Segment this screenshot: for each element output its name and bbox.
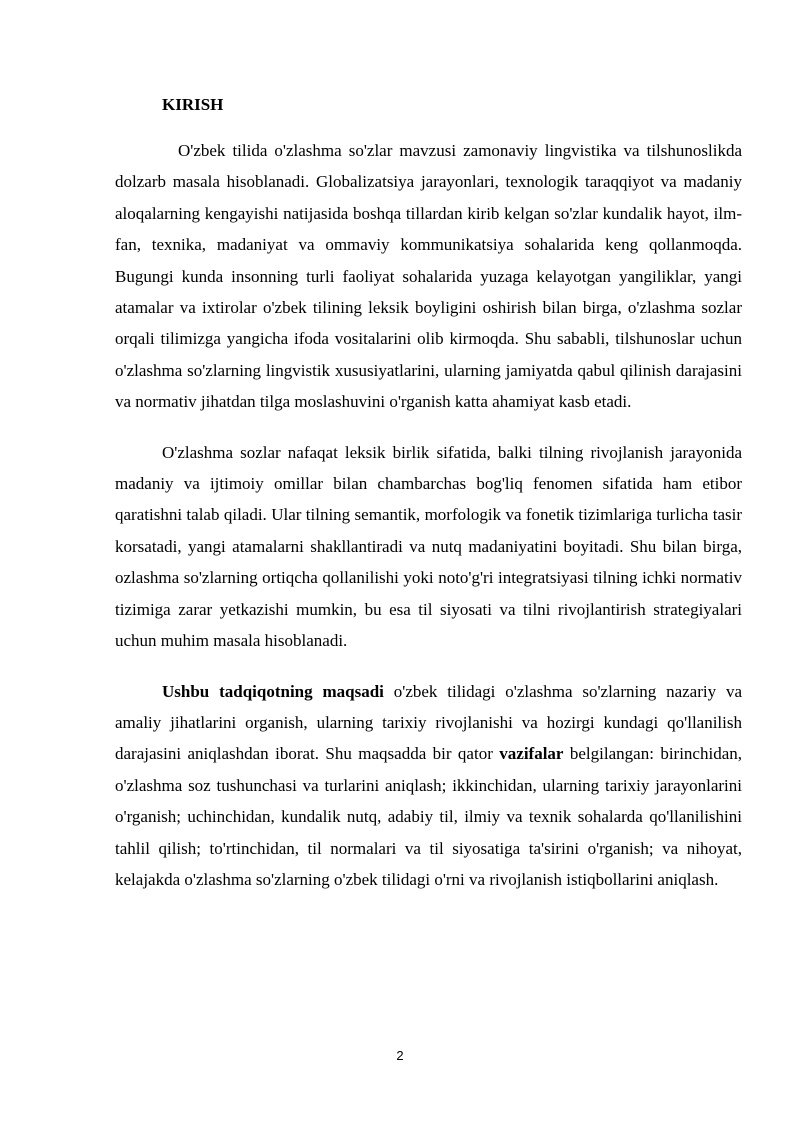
paragraph-2: O'zlashma sozlar nafaqat leksik birlik sifatida, balki tilning rivojlanish jarayonida madaniy va ijtimoiy omillar bilan chambarchas bog'liq fenomen sifatida ham etibor qaratishni talab qiladi. Ular tilning semantik, morfologik va fonetik tizimlariga turlicha tasir korsatadi, yangi atamalarni shakllantiradi va nutq madaniyatini boyitadi. Shu bilan birga, ozlashma so'zlarning ortiqcha qollanilishi yoki noto'g'ri integratsiyasi tilning ichki normativ tizimiga zarar yetkazishi mumkin, bu esa til siyosati va tilni rivojlantirish strategiyalari uchun muhim masala hisoblanadi. [115,442,742,651]
page-content [115,91,742,914]
paragraph-3 [115,676,742,896]
bold-tasks-word: vazifalar [499,744,564,764]
paragraph-3-text-2: belgilangan: birinchidan, o'zlashma soz tushunchasi va turlarini aniqlash; ikkinchidan, ularning tarixiy jarayonlarini o'rganish; uchinchidan, kundalik nutq, adabiy til, ilmiy va texnik sohalarda qo'llanilishini tahlil qilish; to'rtinchidan, til normalari va til siyosatiga ta'sirini o'rganish; va nihoyat, kelajakda o'zlashma so'zlarning o'zbek tilidagi o'rni va rivojlanish istiqbollarini aniqlash. [115,744,742,889]
paragraph-1: O'zbek tilida o'zlashma so'zlar mavzusi zamonaviy lingvistika va tilshunoslikda dolzarb masala hisoblanadi. Globalizatsiya jarayonlari, texnologik taraqqiyot va madaniy aloqalarning kengayishi natijasida boshqa tillardan kirib kelgan so'zlar kundalik hayot, ilm-fan, texnika, madaniyat va ommaviy kommunikatsiya sohalarida keng qollanmoqda. Bugungi kunda insonning turli faoliyat sohalarida yuzaga kelayotgan yangiliklar, yangi atamalar va ixtirolar o'zbek tilining leksik boyligini oshirish bilan birga, o'zlashma sozlar orqali tilimizga yangicha ifoda vositalarini olib kirmoqda. Shu sababli, tilshunoslar uchun o'zlashma so'zlarning lingvistik xususiyatlarini, ularning jamiyatda qabul qilinish darajasini va normativ jihatdan tilga moslashuvini o'rganish katta ahamiyat kasb etadi. [115,141,742,412]
page-number: 2 [396,1048,404,1063]
section-heading: KIRISH [162,95,224,114]
paragraph-3-text-1: o'zbek tilidagi o'zlashma so'zlarning nazariy va amaliy jihatlarini organish, ularning tarixiy rivojlanishi va hozirgi kundagi qo'llanilish darajasini aniqlashdan iborat. Shu maqsadda bir qator [115,681,742,764]
bold-aim-phrase: Ushbu tadqiqotning maqsadi [162,681,384,701]
